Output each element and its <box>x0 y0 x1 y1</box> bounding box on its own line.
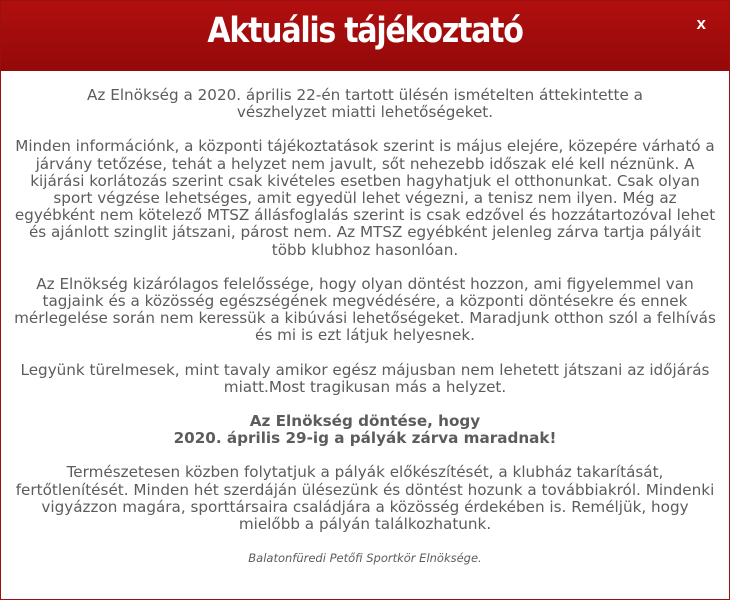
modal-header <box>1 1 729 71</box>
paragraph-intro: Az Elnökség a 2020. április 22-én tartott ülésén ismételten áttekintette a vészhelyzet miatti lehetőségeket. <box>87 86 643 122</box>
decision-line-2: 2020. április 29-ig a pályák zárva maradnak! <box>173 429 557 448</box>
modal-title: Aktuális tájékoztató <box>207 11 523 51</box>
signature: Balatonfüredi Petőfi Sportkör Elnöksége. <box>248 551 482 566</box>
modal-content <box>1 71 729 567</box>
decision-text <box>11 413 719 447</box>
close-button[interactable]: x <box>696 14 706 33</box>
decision-line-1: Az Elnökség döntése, hogy <box>249 412 481 431</box>
paragraph-responsibility: Az Elnökség kizárólagos felelőssége, hogy olyan döntést hozzon, ami figyelemmel van tagjaink és a közösség egészségének megvédésére, a központi döntésekre és ennek mérlegelése során nem keressük a kibúvási lehetőségeket. Maradjunk otthon szól a felhívás és mi is ezt látjuk helyesnek. <box>14 274 716 345</box>
paragraph-situation: Minden információnk, a központi tájékoztatások szerint is május elejére, közepére várható a járvány tetőzése, tehát a helyzet nem javult, sőt nehezebb időszak elé kell néznünk. A kijárási korlátozás szerint csak kivételes esetben hagyhatjuk el otthonunkat. Csak olyan sport végzése lehetséges, amit egyedül lehet végezni, a tenisz nem ilyen. Még az egyébként nem kötelező MTSZ állásfoglalás szerint is csak edzővel és hozzátartozóval lehet és ajánlott szinglit játszani, párost nem. Az MTSZ egyébként jelenleg zárva tartja pályáit több klubhoz hasonlóan. <box>14 137 716 259</box>
paragraph-closing: Természetesen közben folytatjuk a pályák előkészítését, a klubház takarítását, fertőtlenítését. Minden hét szerdáján ülésezünk és döntést hozunk a továbbiakról. Mindenki vigyázzon magára, sporttársaira családjára a közösség érdekében is. Reméljük, hogy mielőbb a pályán találkozhatunk. <box>15 463 715 534</box>
paragraph-patience: Legyünk türelmesek, mint tavaly amikor egész májusban nem lehetett játszani az időjárás miatt.Most tragikusan más a helyzet. <box>20 360 710 396</box>
